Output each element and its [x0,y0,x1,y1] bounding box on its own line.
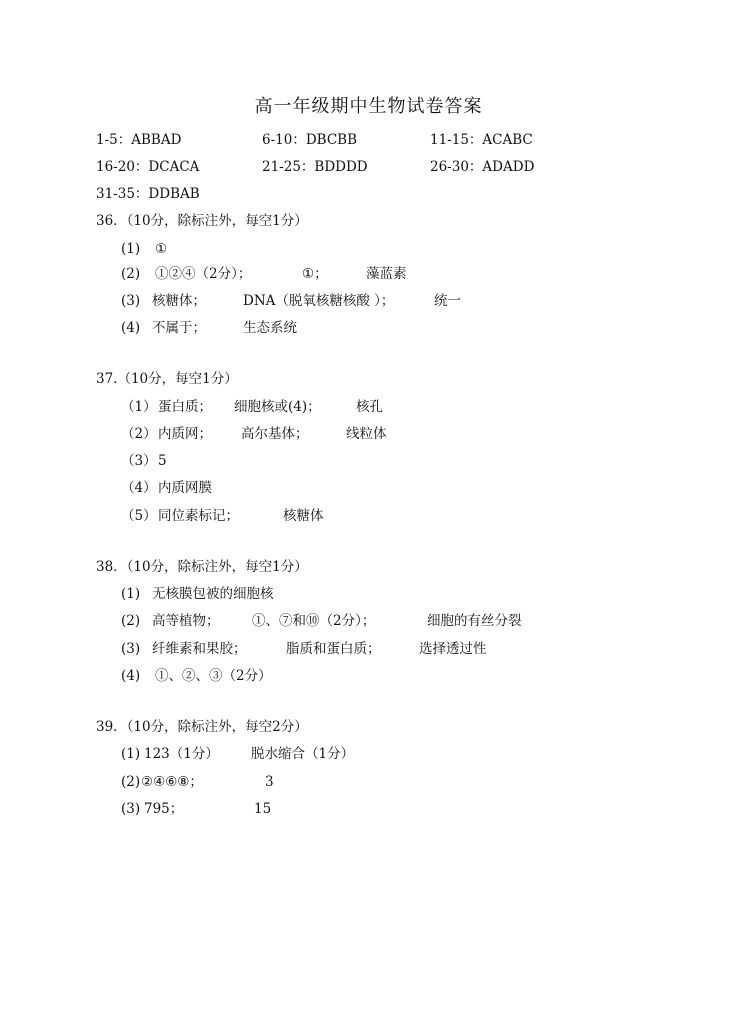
q36-item-4-num: (4) [121,320,141,336]
q38-item-4-num: (4) [121,668,141,684]
q37-item-3-answer-1: 5 [158,453,167,469]
q38-item-3-answer-1: 纤维素和果胶； [152,641,247,657]
q39-item-1-answer-2: 脱水缩合（1分） [251,746,355,762]
mc-answer-6-10: 6-10：DBCBB [262,132,357,148]
q37-item-5-answer-2: 核糖体 [283,508,324,524]
q38-item-2-answer-1: 高等植物； [152,613,220,629]
q39-item-3-answer-1: 795； [144,801,184,817]
q37-item-3-num: （3） [121,453,157,469]
q36-item-2-answer-2: ①； [302,266,328,282]
q39-item-1-answer-1: 123（1分） [144,746,219,762]
q36-item-3-num: (3) [121,293,141,309]
q39-item-3-num: (3) [121,801,141,817]
q38-item-2-num: (2) [121,613,141,629]
mc-answer-21-25: 21-25：BDDDD [262,159,368,175]
q37-item-1-answer-1: 蛋白质； [158,399,212,415]
q38-item-2-answer-2: ①、⑦和⑩（2分）； [252,613,376,629]
q39-item-1-num: (1) [121,746,141,762]
q36-item-2-answer-1: ①②④（2分）； [155,266,252,282]
q36-item-2-answer-3: 藻蓝素 [366,266,407,282]
q38-item-2-answer-3: 细胞的有丝分裂 [427,613,522,629]
q37-item-1-answer-3: 核孔 [356,399,383,415]
q37-item-5-answer-1: 同位素标记； [158,508,239,524]
mc-answer-26-30: 26-30：ADADD [430,159,535,175]
q37-header: 37.（10分，每空1分） [96,371,238,387]
q36-item-3-answer-3: 统一 [434,293,461,309]
q37-item-1-answer-2: 细胞核或(4)； [234,399,321,415]
q37-item-1-num: （1） [121,399,157,415]
q36-item-1-answer: ① [155,241,168,257]
q38-item-3-answer-3: 选择透过性 [419,641,487,657]
q36-item-4-answer-1: 不属于； [152,320,206,336]
q36-item-1-num: (1) [121,241,141,257]
mc-answer-1-5: 1-5：ABBAD [96,132,182,148]
q38-item-3-answer-2: 脂质和蛋白质； [286,641,381,657]
q37-item-2-num: （2） [121,426,157,442]
q39-item-3-answer-2: 15 [254,801,272,817]
page-title: 高一年级期中生物试卷答案 [254,96,483,117]
q37-item-4-answer-1: 内质网膜 [158,480,212,496]
q38-item-1-answer-1: 无核膜包被的细胞核 [152,586,274,602]
q36-item-2-num: (2) [121,266,141,282]
q36-header: 36．（10分，除标注外，每空1分） [96,213,308,229]
q37-item-4-num: （4） [121,480,157,496]
q37-item-5-num: （5） [121,508,157,524]
q37-item-2-answer-3: 线粒体 [346,426,387,442]
q36-item-4-answer-2: 生态系统 [243,320,297,336]
q39-header: 39．（10分，除标注外，每空2分） [96,719,308,735]
q38-item-4-answer-1: ①、②、③（2分） [155,668,272,684]
q38-header: 38．（10分，除标注外，每空1分） [96,559,308,575]
mc-answer-11-15: 11-15：ACABC [430,132,533,148]
q39-item-2-answer-1: ②④⑥⑧； [141,774,203,790]
mc-answer-16-20: 16-20：DCACA [96,159,200,175]
q38-item-1-num: (1) [121,586,141,602]
q37-item-2-answer-2: 高尔基体； [241,426,309,442]
q39-item-2-answer-2: 3 [265,774,274,790]
q39-item-2-num: (2) [121,774,141,790]
q36-item-3-answer-2: DNA（脱氧核糖核酸 ）； [243,293,395,309]
q36-item-3-answer-1: 核糖体； [152,293,206,309]
q37-item-2-answer-1: 内质网； [158,426,212,442]
q38-item-3-num: (3) [121,641,141,657]
mc-answer-31-35: 31-35：DDBAB [96,186,200,202]
